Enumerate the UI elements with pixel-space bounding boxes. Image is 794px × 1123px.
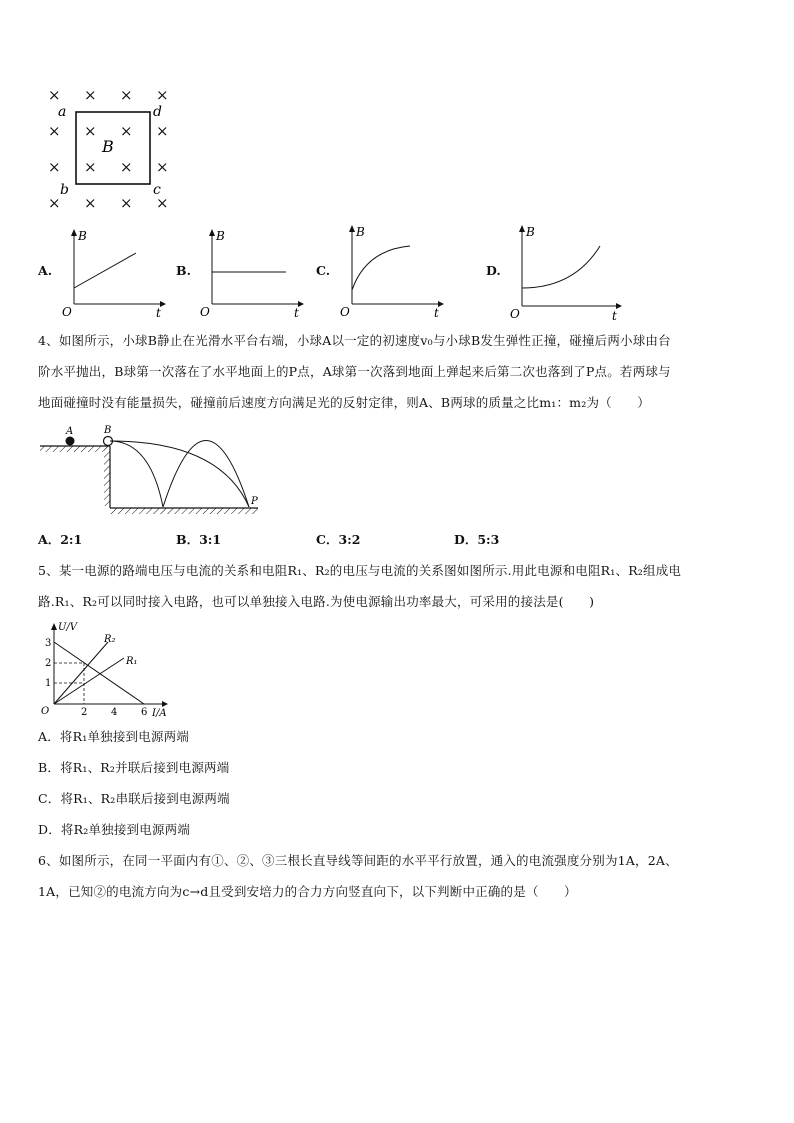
question-4-line-1: 4、如图所示，小球B静止在光滑水平台右端，小球A以一定的初速度v₀与小球B发生弹性正撞，碰撞后两小球由台 [38,333,671,348]
corner-b-label: b [60,182,69,198]
x-tick-6: 6 [141,707,148,718]
question-5-line-1: 5、某一电源的路端电压与电流的关系和电阻R₁、R₂的电压与电流的关系图如图所示.用此电源和电阻R₁、R₂组成电 [38,563,682,578]
graph-c-y-label: B [356,225,365,239]
field-cross-1: × [84,86,97,104]
field-cross-10: × [120,158,133,176]
graph-c-origin: O [340,305,350,318]
corner-d-label: d [153,104,162,120]
ui-graph [38,618,178,718]
q5-option-a: A．将R₁单独接到电源两端 [38,729,190,744]
y-tick-3: 3 [45,638,52,649]
field-cross-2: × [120,86,133,104]
question-6-line-2: 1A，已知②的电流方向为c→d且受到安培力的合力方向竖直向下，以下判断中正确的是（ ） [38,884,577,899]
question-6-line-1: 6、如图所示，在同一平面内有①、②、③三根长直导线等间距的水平平行放置，通入的电流强度分别为1A，2A、 [38,853,678,868]
graph-b-origin: O [200,305,210,318]
graph-d-origin: O [510,307,520,321]
graph-option-b-label: B. [176,263,191,278]
graph-d-y-label: B [526,225,535,239]
graph-c-curve [352,246,410,290]
field-label: B [102,137,114,156]
field-cross-14: × [120,194,133,212]
field-cross-6: × [120,122,133,140]
q5-option-d: D．将R₂单独接到电源两端 [38,822,191,837]
y-axis-label: U/V [58,622,78,633]
ball-b-label: B [104,425,112,436]
graph-a [60,226,170,318]
y-tick-1: 1 [45,678,52,689]
y-tick-2: 2 [45,658,52,669]
graph-c-x-label: t [434,306,439,318]
graph-d [508,222,628,322]
q4-option-a: A．2:1 [38,532,83,547]
graph-d-x-label: t [612,309,617,322]
field-cross-7: × [156,122,169,140]
origin-label: O [41,706,50,717]
graph-a-curve [74,253,136,288]
q4-option-d: D．5:3 [454,532,500,547]
graph-c [338,222,448,318]
question-5-line-2: 路.R₁、R₂可以同时接入电路，也可以单独接入电路.为使电源输出功率最大，可采用的接法是( ) [38,594,595,609]
q5-option-b: B．将R₁、R₂并联后接到电源两端 [38,760,230,775]
graph-option-c-label: C. [316,263,331,278]
field-cross-0: × [48,86,61,104]
r1-line [54,658,124,704]
graph-a-x-label: t [156,306,161,318]
graph-b-x-label: t [294,306,299,318]
field-cross-12: × [48,194,61,212]
field-cross-15: × [156,194,169,212]
graph-d-curve [522,246,600,288]
ball-a-trajectory-1 [110,441,163,507]
graph-a-origin: O [62,305,72,318]
field-cross-11: × [156,158,169,176]
graph-b [198,226,308,318]
graph-b-y-label: B [216,229,225,243]
field-cross-13: × [84,194,97,212]
ball-b-trajectory [110,441,249,507]
field-cross-9: × [84,158,97,176]
q5-option-c: C．将R₁、R₂串联后接到电源两端 [38,791,230,806]
ball-a [66,437,75,446]
q4-option-b: B．3:1 [176,532,222,547]
graph-option-d-label: D. [486,263,501,278]
q4-option-c: C．3:2 [316,532,361,547]
point-p-label: P [251,496,258,507]
field-cross-4: × [48,122,61,140]
r1-label: R₁ [126,656,138,667]
collision-figure [38,424,268,520]
corner-c-label: c [153,182,161,198]
graph-a-y-label: B [78,229,87,243]
question-4-line-3: 地面碰撞时没有能量损失，碰撞前后速度方向满足光的反射定律，则A、B两球的质量之比m₁：m₂为（ ） [38,395,650,410]
ball-a-trajectory-2 [163,441,249,508]
magnetic-field-figure [40,82,180,212]
corner-a-label: a [58,104,67,120]
x-tick-4: 4 [111,707,118,718]
ball-a-label: A [66,426,74,437]
field-cross-3: × [156,86,169,104]
x-tick-2: 2 [81,707,88,718]
graph-option-a-label: A. [38,263,53,278]
x-axis-label: I/A [152,708,167,718]
field-cross-5: × [84,122,97,140]
r2-line [54,642,108,704]
r2-label: R₂ [104,634,116,645]
field-cross-8: × [48,158,61,176]
question-4-line-2: 阶水平抛出，B球第一次落在了水平地面上的P点，A球第一次落到地面上弹起来后第二次也落到了P点。若两球与 [38,364,671,379]
